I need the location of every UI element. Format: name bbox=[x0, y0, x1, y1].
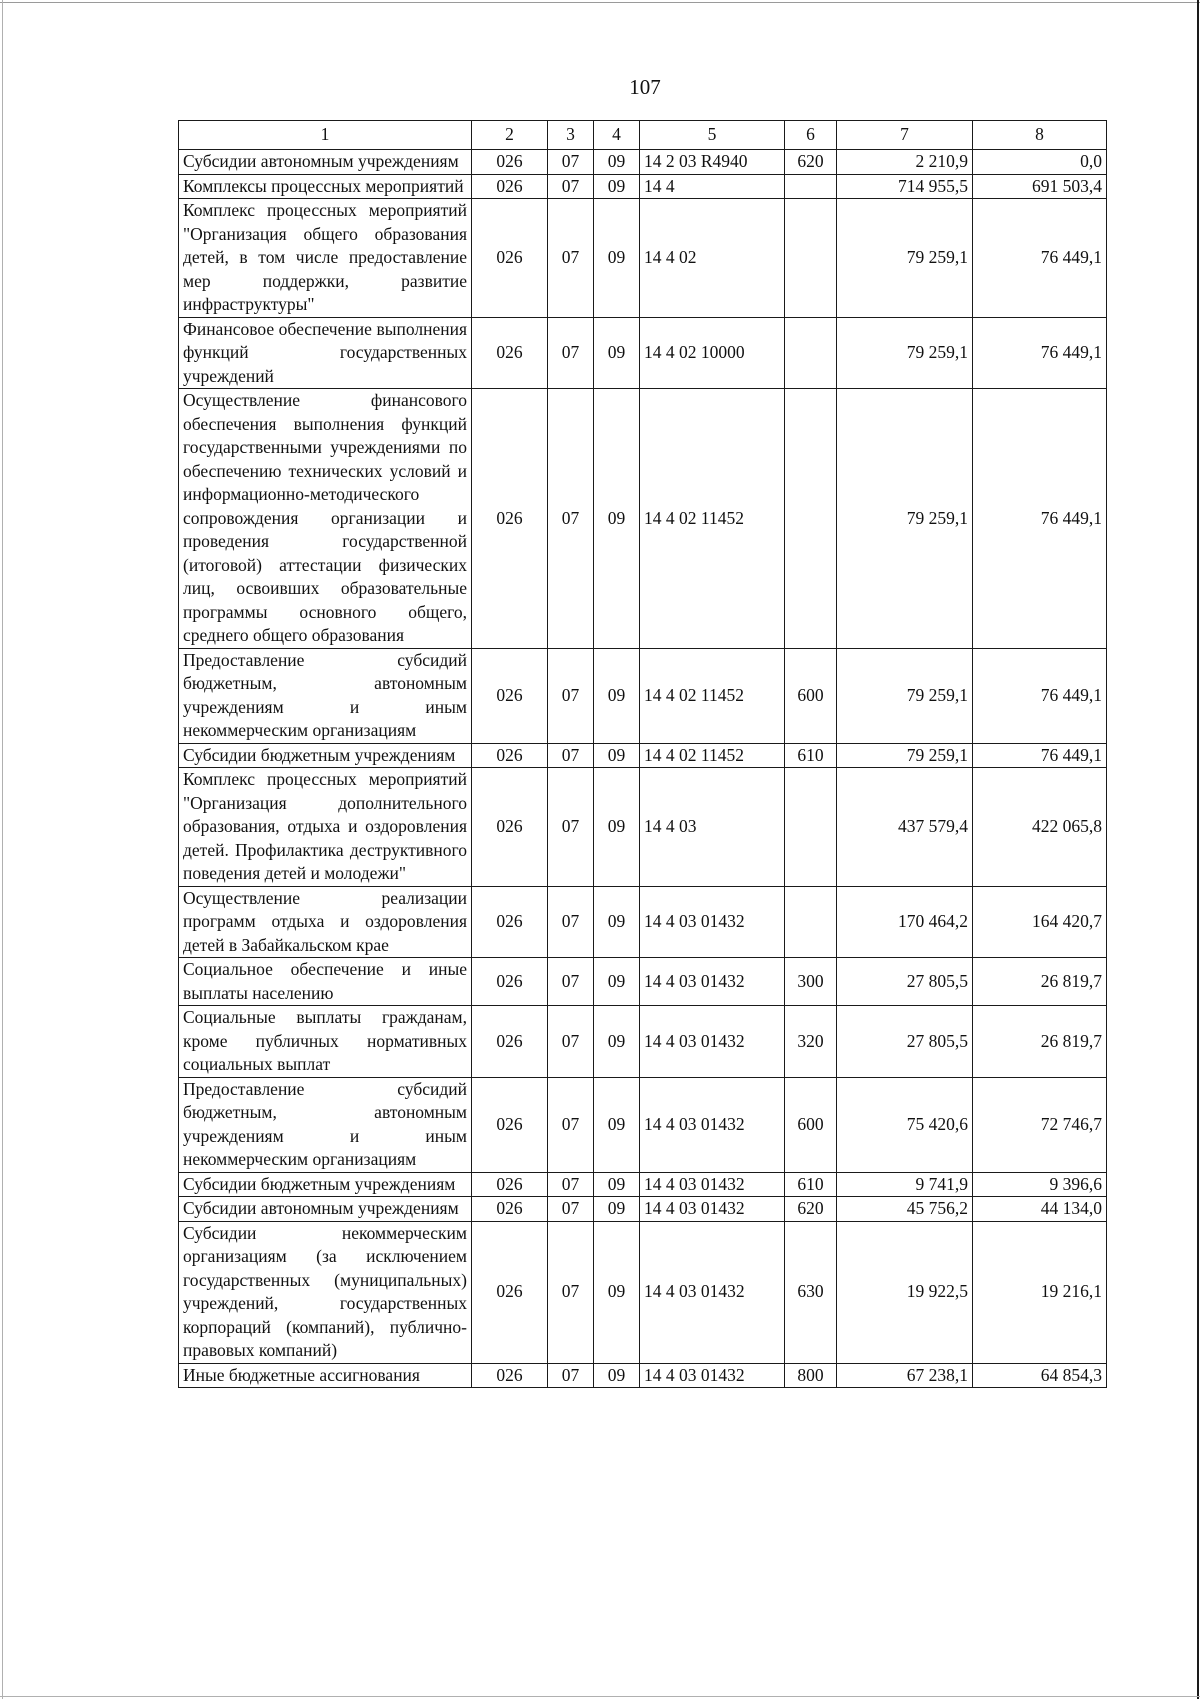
table-row bbox=[179, 317, 1107, 389]
amount-col-7: 2 210,9 bbox=[837, 150, 973, 175]
subsection-code: 09 bbox=[594, 1077, 640, 1172]
target-article-code: 14 4 02 11452 bbox=[640, 743, 785, 768]
header-row bbox=[179, 121, 1107, 150]
table-row bbox=[179, 1363, 1107, 1388]
amount-col-8: 64 854,3 bbox=[973, 1363, 1107, 1388]
amount-col-8: 26 819,7 bbox=[973, 958, 1107, 1006]
target-article-code: 14 4 03 01432 bbox=[640, 886, 785, 958]
expense-type-code: 610 bbox=[785, 1172, 837, 1197]
amount-col-8: 76 449,1 bbox=[973, 743, 1107, 768]
subsection-code: 09 bbox=[594, 886, 640, 958]
amount-col-7: 714 955,5 bbox=[837, 174, 973, 199]
row-name: Субсидии автономным учреждениям bbox=[179, 1197, 472, 1222]
subsection-code: 09 bbox=[594, 1197, 640, 1222]
row-name: Иные бюджетные ассигнования bbox=[179, 1363, 472, 1388]
section-code: 07 bbox=[548, 886, 594, 958]
subsection-code: 09 bbox=[594, 389, 640, 649]
amount-col-7: 79 259,1 bbox=[837, 648, 973, 743]
subsection-code: 09 bbox=[594, 317, 640, 389]
row-name: Субсидии некоммерческим организациям (за исключением государственных (муниципальных) учреждений, государственных корпораций (компаний), публично-правовых компаний) bbox=[179, 1221, 472, 1363]
row-name: Финансовое обеспечение выполнения функций государственных учреждений bbox=[179, 317, 472, 389]
row-name: Комплексы процессных мероприятий bbox=[179, 174, 472, 199]
row-name: Предоставление субсидий бюджетным, автономным учреждениям и иным некоммерческим организациям bbox=[179, 648, 472, 743]
amount-col-8: 76 449,1 bbox=[973, 317, 1107, 389]
expense-type-code bbox=[785, 199, 837, 318]
subsection-code: 09 bbox=[594, 648, 640, 743]
amount-col-8: 0,0 bbox=[973, 150, 1107, 175]
ministry-code: 026 bbox=[472, 743, 548, 768]
table-row bbox=[179, 199, 1107, 318]
section-code: 07 bbox=[548, 1363, 594, 1388]
ministry-code: 026 bbox=[472, 389, 548, 649]
section-code: 07 bbox=[548, 1221, 594, 1363]
ministry-code: 026 bbox=[472, 958, 548, 1006]
table-row bbox=[179, 1077, 1107, 1172]
ministry-code: 026 bbox=[472, 768, 548, 887]
table-row bbox=[179, 1221, 1107, 1363]
amount-col-8: 76 449,1 bbox=[973, 389, 1107, 649]
section-code: 07 bbox=[548, 1077, 594, 1172]
target-article-code: 14 4 02 10000 bbox=[640, 317, 785, 389]
table-row bbox=[179, 958, 1107, 1006]
section-code: 07 bbox=[548, 648, 594, 743]
target-article-code: 14 4 bbox=[640, 174, 785, 199]
section-code: 07 bbox=[548, 174, 594, 199]
section-code: 07 bbox=[548, 1197, 594, 1222]
expense-type-code bbox=[785, 768, 837, 887]
ministry-code: 026 bbox=[472, 1172, 548, 1197]
amount-col-7: 79 259,1 bbox=[837, 199, 973, 318]
amount-col-7: 79 259,1 bbox=[837, 317, 973, 389]
row-name: Комплекс процессных мероприятий "Организация общего образования детей, в том числе предоставление мер поддержки, развитие инфраструктуры" bbox=[179, 199, 472, 318]
expense-type-code: 620 bbox=[785, 1197, 837, 1222]
subsection-code: 09 bbox=[594, 150, 640, 175]
target-article-code: 14 4 02 11452 bbox=[640, 648, 785, 743]
subsection-code: 09 bbox=[594, 174, 640, 199]
table-row bbox=[179, 174, 1107, 199]
row-name: Социальное обеспечение и иные выплаты населению bbox=[179, 958, 472, 1006]
subsection-code: 09 bbox=[594, 958, 640, 1006]
header-col-5: 5 bbox=[640, 121, 785, 150]
subsection-code: 09 bbox=[594, 199, 640, 318]
subsection-code: 09 bbox=[594, 768, 640, 887]
target-article-code: 14 4 03 01432 bbox=[640, 1363, 785, 1388]
ministry-code: 026 bbox=[472, 648, 548, 743]
row-name: Осуществление реализации программ отдыха и оздоровления детей в Забайкальском крае bbox=[179, 886, 472, 958]
row-name: Субсидии бюджетным учреждениям bbox=[179, 1172, 472, 1197]
amount-col-7: 27 805,5 bbox=[837, 1006, 973, 1078]
amount-col-7: 19 922,5 bbox=[837, 1221, 973, 1363]
ministry-code: 026 bbox=[472, 886, 548, 958]
ministry-code: 026 bbox=[472, 174, 548, 199]
amount-col-7: 67 238,1 bbox=[837, 1363, 973, 1388]
scan-edge-bottom bbox=[0, 1696, 1200, 1697]
amount-col-7: 27 805,5 bbox=[837, 958, 973, 1006]
subsection-code: 09 bbox=[594, 743, 640, 768]
ministry-code: 026 bbox=[472, 1363, 548, 1388]
table-row bbox=[179, 1197, 1107, 1222]
header-col-7: 7 bbox=[837, 121, 973, 150]
amount-col-8: 691 503,4 bbox=[973, 174, 1107, 199]
target-article-code: 14 4 03 01432 bbox=[640, 1221, 785, 1363]
expense-type-code bbox=[785, 886, 837, 958]
section-code: 07 bbox=[548, 199, 594, 318]
expense-type-code bbox=[785, 317, 837, 389]
target-article-code: 14 4 03 01432 bbox=[640, 958, 785, 1006]
subsection-code: 09 bbox=[594, 1363, 640, 1388]
subsection-code: 09 bbox=[594, 1221, 640, 1363]
amount-col-8: 422 065,8 bbox=[973, 768, 1107, 887]
section-code: 07 bbox=[548, 150, 594, 175]
table-body bbox=[179, 150, 1107, 1388]
ministry-code: 026 bbox=[472, 1197, 548, 1222]
ministry-code: 026 bbox=[472, 1006, 548, 1078]
header-col-4: 4 bbox=[594, 121, 640, 150]
ministry-code: 026 bbox=[472, 317, 548, 389]
header-col-2: 2 bbox=[472, 121, 548, 150]
header-col-8: 8 bbox=[973, 121, 1107, 150]
expense-type-code: 300 bbox=[785, 958, 837, 1006]
table-row bbox=[179, 886, 1107, 958]
table-row bbox=[179, 150, 1107, 175]
budget-table bbox=[178, 120, 1107, 1388]
row-name: Осуществление финансового обеспечения выполнения функций государственными учреждениями по обеспечению технических условий и информационно-методического сопровождения организации и проведения государственной (итоговой) аттестации физических лиц, освоивших образовательные программы основного общего, среднего общего образования bbox=[179, 389, 472, 649]
scan-edge-top bbox=[0, 2, 1200, 3]
expense-type-code bbox=[785, 174, 837, 199]
amount-col-7: 75 420,6 bbox=[837, 1077, 973, 1172]
row-name: Субсидии автономным учреждениям bbox=[179, 150, 472, 175]
target-article-code: 14 4 02 bbox=[640, 199, 785, 318]
section-code: 07 bbox=[548, 317, 594, 389]
ministry-code: 026 bbox=[472, 1221, 548, 1363]
section-code: 07 bbox=[548, 389, 594, 649]
target-article-code: 14 2 03 R4940 bbox=[640, 150, 785, 175]
amount-col-8: 76 449,1 bbox=[973, 648, 1107, 743]
expense-type-code: 600 bbox=[785, 1077, 837, 1172]
header-col-6: 6 bbox=[785, 121, 837, 150]
section-code: 07 bbox=[548, 768, 594, 887]
amount-col-7: 437 579,4 bbox=[837, 768, 973, 887]
subsection-code: 09 bbox=[594, 1172, 640, 1197]
subsection-code: 09 bbox=[594, 1006, 640, 1078]
amount-col-8: 164 420,7 bbox=[973, 886, 1107, 958]
expense-type-code: 620 bbox=[785, 150, 837, 175]
target-article-code: 14 4 03 01432 bbox=[640, 1077, 785, 1172]
amount-col-8: 72 746,7 bbox=[973, 1077, 1107, 1172]
target-article-code: 14 4 03 01432 bbox=[640, 1006, 785, 1078]
target-article-code: 14 4 03 01432 bbox=[640, 1172, 785, 1197]
scan-edge-right bbox=[1197, 0, 1199, 1699]
section-code: 07 bbox=[548, 958, 594, 1006]
row-name: Предоставление субсидий бюджетным, автономным учреждениям и иным некоммерческим организациям bbox=[179, 1077, 472, 1172]
target-article-code: 14 4 03 bbox=[640, 768, 785, 887]
target-article-code: 14 4 03 01432 bbox=[640, 1197, 785, 1222]
row-name: Комплекс процессных мероприятий "Организация дополнительного образования, отдыха и оздоровления детей. Профилактика деструктивного поведения детей и молодежи" bbox=[179, 768, 472, 887]
row-name: Субсидии бюджетным учреждениям bbox=[179, 743, 472, 768]
scan-edge-left bbox=[2, 0, 3, 1699]
target-article-code: 14 4 02 11452 bbox=[640, 389, 785, 649]
table-row bbox=[179, 768, 1107, 887]
expense-type-code: 600 bbox=[785, 648, 837, 743]
expense-type-code: 320 bbox=[785, 1006, 837, 1078]
table-row bbox=[179, 389, 1107, 649]
expense-type-code bbox=[785, 389, 837, 649]
section-code: 07 bbox=[548, 1006, 594, 1078]
table-row bbox=[179, 648, 1107, 743]
amount-col-7: 9 741,9 bbox=[837, 1172, 973, 1197]
row-name: Социальные выплаты гражданам, кроме публичных нормативных социальных выплат bbox=[179, 1006, 472, 1078]
expense-type-code: 630 bbox=[785, 1221, 837, 1363]
ministry-code: 026 bbox=[472, 150, 548, 175]
amount-col-8: 76 449,1 bbox=[973, 199, 1107, 318]
amount-col-8: 9 396,6 bbox=[973, 1172, 1107, 1197]
amount-col-7: 79 259,1 bbox=[837, 389, 973, 649]
section-code: 07 bbox=[548, 743, 594, 768]
ministry-code: 026 bbox=[472, 1077, 548, 1172]
table-row bbox=[179, 743, 1107, 768]
amount-col-8: 44 134,0 bbox=[973, 1197, 1107, 1222]
amount-col-7: 79 259,1 bbox=[837, 743, 973, 768]
amount-col-7: 45 756,2 bbox=[837, 1197, 973, 1222]
amount-col-8: 19 216,1 bbox=[973, 1221, 1107, 1363]
page-number: 107 bbox=[629, 75, 661, 99]
header-col-1: 1 bbox=[179, 121, 472, 150]
section-code: 07 bbox=[548, 1172, 594, 1197]
ministry-code: 026 bbox=[472, 199, 548, 318]
table-row bbox=[179, 1006, 1107, 1078]
header-col-3: 3 bbox=[548, 121, 594, 150]
amount-col-7: 170 464,2 bbox=[837, 886, 973, 958]
expense-type-code: 610 bbox=[785, 743, 837, 768]
expense-type-code: 800 bbox=[785, 1363, 837, 1388]
table-row bbox=[179, 1172, 1107, 1197]
table-header bbox=[179, 121, 1107, 150]
amount-col-8: 26 819,7 bbox=[973, 1006, 1107, 1078]
